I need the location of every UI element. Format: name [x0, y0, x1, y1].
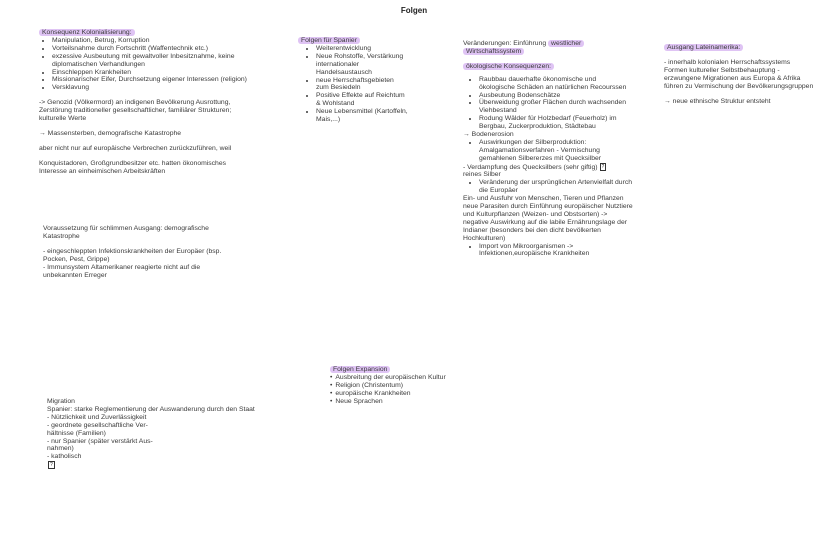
migration-heading: Migration [47, 398, 75, 405]
changes-intro-prefix: Veränderungen: Einführung [463, 40, 549, 47]
list-item: • Rodung Wälder für Holzbedarf (Feuerholz) im Bergbau, Zuckerproduktion, Städtebau [479, 115, 633, 131]
latin-america-heading: Ausgang Lateinamerika: [664, 44, 743, 51]
migration-line: - nur Spanier (später verstärkt Aus- [47, 437, 153, 445]
infection-line: - eingeschleppten Infektionskrankheiten der Europäer (bsp. Pocken, Pest, Grippe) [43, 247, 222, 263]
genocide-paragraph: -> Genozid (Völkermord) an indigenen Bevölkerung Ausrottung, Zerstörung traditioneller gesellschaftlicher, familiärer Strukturen; kulturelle Werte [39, 99, 232, 123]
microorganism-list [463, 243, 633, 259]
pure-silver-line: reines Silber [463, 171, 501, 179]
diversity-list [463, 179, 633, 195]
list-item: • Weiterentwicklung [316, 45, 408, 53]
spain-section [298, 37, 408, 124]
changes-intro [463, 40, 633, 56]
expansion-heading: Folgen Expansion [330, 366, 390, 373]
immune-line: - Immunsystem Altamerikaner reagierte nicht auf die unbekannten Erreger [43, 263, 201, 279]
not-only-paragraph: aber nicht nur auf europäische Verbrechen zurückzuführen, weil [39, 144, 232, 152]
colonization-heading: Konsequenz Kolonialisierung: [39, 29, 135, 36]
list-item: • Vorteilsnahme durch Fortschritt (Waffentechnik etc.) [52, 45, 254, 53]
list-item: • Ausbeutung Bodenschätze [479, 92, 633, 100]
latin-america-paragraph: - innerhalb kolonialen Herrschaftssystems Formen kultureller Selbstbehauptung - erzwungene Migrationen aus Europa & Afrika führen zu Vermischung der Bevölkerungsgruppen [664, 58, 814, 90]
demographic-line: Voraussetzung für schlimmen Ausgang: demografische Katastrophe [43, 225, 209, 240]
colonization-section [39, 29, 254, 176]
ethnic-structure-line: → neue ethnische Struktur entsteht [664, 97, 771, 105]
ecology-heading: ökologische Konsequenzen: [463, 63, 554, 70]
list-item: • Ausbreitung der europäischen Kultur [330, 374, 470, 382]
list-item: • Neue Sprachen [330, 398, 470, 406]
ecology-section [463, 40, 633, 258]
mass-death-paragraph: → Massensterben, demografische Katastrophe [39, 129, 182, 137]
mercury-line [463, 163, 633, 172]
list-item: • exzessive Ausbeutung mit gewaltvoller Inbesitznahme, keine diplomatischen Verhandlungen [52, 53, 254, 69]
list-item: • Versklavung [52, 84, 254, 92]
list-item: • Raubbau dauerhafte ökonomische und ökologische Schäden an natürlichen Recourssen [479, 76, 633, 92]
migration-line: - Nützlichkeit und Zuverlässigkeit [47, 413, 147, 421]
page-title: Folgen [400, 6, 428, 15]
list-item: • Neue Rohstoffe, Verstärkung internationaler Handelsaustausch [316, 53, 408, 77]
mercury-line-text: - Verdampfung des Quecksilbers (sehr giftig) [463, 163, 598, 171]
list-item: • Positive Effekte auf Reichtum & Wohlstand [316, 92, 408, 108]
western-economy-highlight: westlicher Wirtschaftssystem [463, 40, 584, 55]
list-item: • Manipulation, Betrug, Korruption [52, 37, 254, 45]
conquistadors-paragraph: Konquistadoren, Großgrundbesitzer etc. hatten ökonomisches Interesse an einheimischen Arbeitskräften [39, 159, 227, 175]
list-item: • Auswirkungen der Silberproduktion: Amalgamationsverfahren - Vermischung gemahlenen Silbererzes mit Quecksilber [479, 139, 633, 163]
migration-line: hältnisse (Familien) [47, 429, 106, 437]
question-icon: ? [50, 462, 53, 469]
expansion-section [330, 366, 470, 406]
spain-heading: Folgen für Spanier [298, 37, 360, 44]
list-item: • Missionarischer Eifer, Durchsetzung eigener Interessen (religion) [52, 76, 254, 84]
question-icon: ? [601, 163, 605, 170]
spain-list [298, 45, 408, 124]
ecology-list [463, 76, 633, 131]
latin-america-section [664, 44, 814, 105]
silver-list [463, 139, 633, 163]
migration-section [47, 398, 287, 470]
demographic-section [43, 225, 228, 279]
list-item: • europäische Krankheiten [330, 390, 470, 398]
list-item: • Überweidung großer Flächen durch wachsenden Viehbestand [479, 99, 633, 115]
migration-line: - katholisch [47, 453, 82, 461]
list-item: • Import von Mikroorganismen -> Infektionen,europäische Krankheiten [479, 243, 633, 259]
expansion-list [330, 374, 470, 406]
list-item: • Neue Lebensmittel (Kartoffeln, Mais,...) [316, 108, 408, 124]
colonization-list [39, 37, 254, 92]
migration-line: Spanier: starke Reglementierung der Auswanderung durch den Staat [47, 405, 255, 413]
migration-line: nahmen) [47, 445, 74, 453]
list-item: • Religion (Christentum) [330, 382, 470, 390]
migration-line: - geordnete gesellschaftliche Ver- [47, 421, 148, 429]
list-item: • neue Herrschaftsgebieten zum Besiedeln [316, 77, 408, 93]
list-item: • Veränderung der ursprünglichen Artenvielfalt durch die Europäer [479, 179, 633, 195]
erosion-line: → Bodenerosion [463, 131, 514, 139]
import-export-paragraph: Ein- und Ausfuhr von Menschen, Tieren und Pflanzen neue Parasiten durch Einführung europäischer Nutztiere und Kulturpflanzen (Weizen- und Obstsorten) -> negative Auswirkung auf die labile Ernährungslage der Indianer (besonders bei den dicht bevölkerten Hochkulturen) [463, 195, 633, 242]
list-item: • Einschleppen Krankheiten [52, 69, 254, 77]
